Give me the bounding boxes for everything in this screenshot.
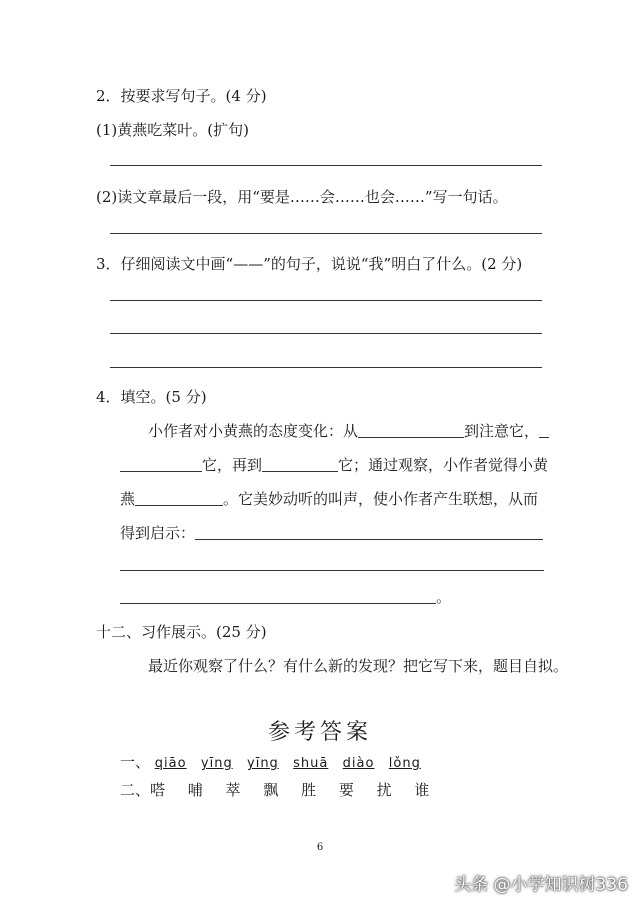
q4-line4-text: 得到启示： xyxy=(120,524,196,542)
q4-line2 xyxy=(120,455,548,475)
section12-heading: 十二、习作展示。(25 分) xyxy=(96,623,267,641)
pinyin-item: diào xyxy=(342,756,375,771)
q4-line1-text-a: 小作者对小黄燕的态度变化：从 xyxy=(148,422,359,440)
q2-sub1: (1)黄燕吃菜叶。(扩句) xyxy=(96,121,249,139)
answer-1-label: 一、 xyxy=(120,753,151,771)
answer-line xyxy=(110,300,542,301)
q4-line2-text-b: 它；通过观察，小作者觉得小黄 xyxy=(338,456,549,474)
page-number: 6 xyxy=(316,842,324,853)
section12-prompt: 最近你观察了什么？有什么新的发现？把它写下来，题目自拟。 xyxy=(148,657,569,675)
pinyin-item: yīng xyxy=(200,756,233,771)
pinyin-item: lǒng xyxy=(388,756,421,771)
pinyin-item: qiāo xyxy=(154,756,187,771)
q4-line4 xyxy=(120,523,543,543)
watermark: 头条 @小学知识树336 xyxy=(454,875,628,895)
fill-blank xyxy=(120,588,436,604)
fill-blank xyxy=(358,422,464,438)
pinyin-item: yīng xyxy=(247,756,279,771)
q4-line3 xyxy=(120,489,538,509)
q2-heading: 2．按要求写句子。(4 分) xyxy=(96,87,267,105)
answer-key-title: 参考答案 xyxy=(267,720,372,745)
q4-line2-text-a: 它，再到 xyxy=(202,456,263,474)
answer-line xyxy=(110,233,542,234)
answer-line xyxy=(120,570,544,571)
q4-line1-text-b: 到注意它， xyxy=(464,422,540,440)
pinyin-item: shuā xyxy=(293,756,329,771)
q4-end-mark: 。 xyxy=(436,588,452,606)
fill-blank xyxy=(539,422,549,438)
q3-heading: 3．仔细阅读文中画“——”的句子，说说“我”明白了什么。(2 分) xyxy=(96,255,523,273)
answer-1-row xyxy=(120,752,421,774)
fill-blank xyxy=(195,524,543,540)
fill-blank xyxy=(262,456,338,472)
answer-line xyxy=(110,367,542,368)
q4-heading: 4．填空。(5 分) xyxy=(96,388,207,406)
answer-2-chars: 嗒 哺 萃 飘 胜 要 扰 谁 xyxy=(150,781,439,799)
q4-line3-text-b: 。它美妙动听的叫声，使小作者产生联想，从而 xyxy=(223,490,539,508)
answer-line xyxy=(110,333,542,334)
answer-2-label: 二、 xyxy=(120,781,151,799)
fill-blank xyxy=(135,490,223,506)
fill-blank xyxy=(120,456,202,472)
answer-2-row xyxy=(120,780,438,800)
q4-line6 xyxy=(120,587,451,607)
q2-sub2: (2)读文章最后一段，用“要是……会……也会……”写一句话。 xyxy=(96,188,508,206)
q4-line3-text-a: 燕 xyxy=(120,490,136,508)
answer-line xyxy=(110,165,542,166)
q4-line1 xyxy=(148,421,549,441)
